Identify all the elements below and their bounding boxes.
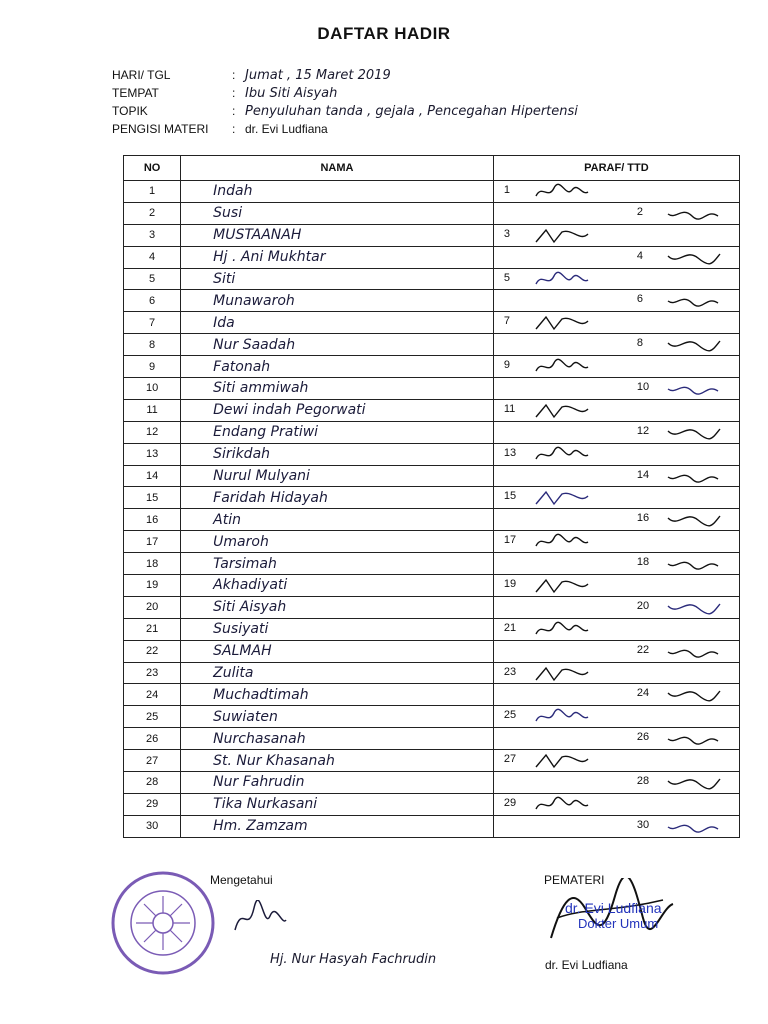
signature-scribble xyxy=(664,554,724,572)
name-cell xyxy=(181,706,494,728)
table-row xyxy=(124,378,740,400)
table-row xyxy=(124,662,740,684)
signature-scribble xyxy=(664,248,724,266)
name-cell xyxy=(181,575,494,597)
signature-number: 12 xyxy=(636,424,650,437)
name-cell xyxy=(181,553,494,575)
table-row xyxy=(124,596,740,618)
row-number: 10 xyxy=(124,378,181,400)
table-row xyxy=(124,793,740,815)
signature-scribble xyxy=(664,817,724,835)
table-row xyxy=(124,334,740,356)
signature-cell xyxy=(493,268,739,290)
info-value-place: Ibu Siti Aisyah xyxy=(245,86,338,101)
signature-number: 8 xyxy=(636,337,643,350)
header-name: NAMA xyxy=(181,156,494,181)
signature-number: 23 xyxy=(503,665,517,678)
organization-stamp xyxy=(108,868,218,978)
table-row xyxy=(124,509,740,531)
signature-scribble xyxy=(664,204,724,222)
signature-scribble xyxy=(664,379,724,397)
attendee-name: Susi xyxy=(213,205,243,222)
signature-cell xyxy=(493,618,739,640)
signature-scribble xyxy=(532,707,592,725)
attendee-name: Endang Pratiwi xyxy=(213,424,319,441)
signature-cell xyxy=(493,487,739,509)
signature-scribble xyxy=(664,685,724,703)
signature-scribble xyxy=(532,532,592,550)
name-cell xyxy=(181,268,494,290)
attendee-name: Tarsimah xyxy=(213,555,277,572)
table-row xyxy=(124,618,740,640)
row-number: 11 xyxy=(124,399,181,421)
row-number: 6 xyxy=(124,290,181,312)
attendee-name: Nurul Mulyani xyxy=(213,468,310,485)
row-number: 20 xyxy=(124,596,181,618)
signature-scribble xyxy=(532,620,592,638)
row-number: 17 xyxy=(124,531,181,553)
name-cell xyxy=(181,421,494,443)
signature-number: 13 xyxy=(503,446,517,459)
signature-number: 22 xyxy=(636,643,650,656)
name-cell xyxy=(181,290,494,312)
signature-cell xyxy=(493,290,739,312)
signature-number: 11 xyxy=(503,402,516,415)
document-title: DAFTAR HADIR xyxy=(317,24,451,43)
signature-cell xyxy=(493,202,739,224)
signature-number: 28 xyxy=(636,775,650,788)
signature-scribble xyxy=(532,445,592,463)
signature-cell xyxy=(493,750,739,772)
signature-cell xyxy=(493,399,739,421)
table-row xyxy=(124,553,740,575)
name-cell xyxy=(181,793,494,815)
name-cell xyxy=(181,202,494,224)
signature-number: 14 xyxy=(636,468,650,481)
name-cell xyxy=(181,662,494,684)
table-row xyxy=(124,290,740,312)
row-number: 30 xyxy=(124,815,181,837)
signature-cell xyxy=(493,728,739,750)
attendee-name: St. Nur Khasanah xyxy=(213,752,335,769)
signature-cell xyxy=(493,378,739,400)
signature-scribble xyxy=(664,467,724,485)
row-number: 26 xyxy=(124,728,181,750)
row-number: 19 xyxy=(124,575,181,597)
signature-scribble xyxy=(664,729,724,747)
signature-scribble xyxy=(532,182,592,200)
acknowledger-signature xyxy=(230,900,290,940)
row-number: 1 xyxy=(124,181,181,203)
attendee-name: Ida xyxy=(213,314,235,331)
row-number: 24 xyxy=(124,684,181,706)
attendee-name: Indah xyxy=(213,183,253,200)
signature-scribble xyxy=(532,488,592,506)
row-number: 7 xyxy=(124,312,181,334)
signature-number: 20 xyxy=(636,599,650,612)
header-signature: PARAF/ TTD xyxy=(493,156,739,181)
signature-number: 15 xyxy=(503,490,517,503)
row-number: 5 xyxy=(124,268,181,290)
row-number: 13 xyxy=(124,443,181,465)
signature-number: 6 xyxy=(636,293,643,306)
signature-number: 19 xyxy=(503,578,517,591)
table-row xyxy=(124,181,740,203)
speaker-name: dr. Evi Ludfiana xyxy=(545,958,628,972)
table-row xyxy=(124,728,740,750)
name-cell xyxy=(181,509,494,531)
attendance-table xyxy=(123,155,740,838)
name-cell xyxy=(181,443,494,465)
row-number: 14 xyxy=(124,465,181,487)
signature-scribble xyxy=(532,664,592,682)
signature-scribble xyxy=(664,510,724,528)
row-number: 23 xyxy=(124,662,181,684)
signature-cell xyxy=(493,684,739,706)
table-row xyxy=(124,815,740,837)
row-number: 9 xyxy=(124,356,181,378)
attendee-name: Siti xyxy=(213,271,236,287)
signature-scribble xyxy=(532,357,592,375)
name-cell xyxy=(181,224,494,246)
signature-number: 3 xyxy=(503,227,510,240)
table-row xyxy=(124,399,740,421)
signature-number: 7 xyxy=(503,315,510,328)
name-cell xyxy=(181,815,494,837)
signature-cell xyxy=(493,421,739,443)
name-cell xyxy=(181,181,494,203)
signature-cell xyxy=(493,706,739,728)
name-cell xyxy=(181,750,494,772)
info-label: PENGISI MATERI xyxy=(112,122,209,136)
signature-number: 5 xyxy=(503,271,510,284)
table-row xyxy=(124,268,740,290)
signature-cell xyxy=(493,640,739,662)
name-cell xyxy=(181,465,494,487)
signature-scribble xyxy=(532,226,592,244)
attendee-name: MUSTAANAH xyxy=(213,227,302,244)
attendee-name: Sirikdah xyxy=(213,446,271,463)
doctor-stamp-title: Dokter Umum xyxy=(578,916,659,931)
signature-cell xyxy=(493,531,739,553)
attendee-name: Nur Saadah xyxy=(213,336,296,353)
table-row xyxy=(124,684,740,706)
attendee-name: SALMAH xyxy=(213,643,272,660)
row-number: 2 xyxy=(124,202,181,224)
signature-scribble xyxy=(664,291,724,309)
signature-cell xyxy=(493,181,739,203)
row-number: 3 xyxy=(124,224,181,246)
table-row xyxy=(124,750,740,772)
attendee-name: Nur Fahrudin xyxy=(213,774,305,791)
name-cell xyxy=(181,596,494,618)
info-label: HARI/ TGL xyxy=(112,68,171,82)
attendee-name: Dewi indah Pegorwati xyxy=(213,402,366,419)
info-label: TEMPAT xyxy=(112,86,159,100)
attendee-name: Zulita xyxy=(213,665,254,682)
signature-scribble xyxy=(664,335,724,353)
attendee-name: Munawaroh xyxy=(213,292,295,309)
signature-cell xyxy=(493,815,739,837)
name-cell xyxy=(181,640,494,662)
signature-scribble xyxy=(664,598,724,616)
attendee-name: Faridah Hidayah xyxy=(213,489,328,506)
info-value-topic: Penyuluhan tanda , gejala , Pencegahan Hipertensi xyxy=(245,104,578,119)
row-number: 18 xyxy=(124,553,181,575)
info-value-speaker: dr. Evi Ludfiana xyxy=(245,122,328,136)
signature-number: 26 xyxy=(636,731,650,744)
header-no: NO xyxy=(124,156,181,181)
signature-number: 2 xyxy=(636,205,643,218)
table-row xyxy=(124,772,740,794)
signature-cell xyxy=(493,224,739,246)
table-row xyxy=(124,224,740,246)
signature-cell xyxy=(493,509,739,531)
signature-cell xyxy=(493,334,739,356)
table-header-row xyxy=(124,156,740,181)
row-number: 28 xyxy=(124,772,181,794)
name-cell xyxy=(181,772,494,794)
signature-cell xyxy=(493,575,739,597)
table-row xyxy=(124,640,740,662)
speaker-label: PEMATERI xyxy=(544,873,605,887)
name-cell xyxy=(181,246,494,268)
table-row xyxy=(124,465,740,487)
signature-cell xyxy=(493,356,739,378)
name-cell xyxy=(181,378,494,400)
table-row xyxy=(124,421,740,443)
name-cell xyxy=(181,684,494,706)
info-label: TOPIK xyxy=(112,104,148,118)
acknowledged-label: Mengetahui xyxy=(210,873,273,887)
name-cell xyxy=(181,312,494,334)
signature-number: 24 xyxy=(636,687,650,700)
signature-cell xyxy=(493,553,739,575)
signature-scribble xyxy=(532,313,592,331)
signature-number: 27 xyxy=(503,753,517,766)
signature-scribble xyxy=(532,576,592,594)
row-number: 8 xyxy=(124,334,181,356)
table-row xyxy=(124,356,740,378)
attendee-name: Suwiaten xyxy=(213,708,278,725)
signature-cell xyxy=(493,772,739,794)
signature-number: 16 xyxy=(636,512,650,525)
name-cell xyxy=(181,334,494,356)
attendee-name: Fatonah xyxy=(213,358,271,375)
doctor-stamp-name: dr. Evi Ludfiana xyxy=(565,900,662,916)
row-number: 22 xyxy=(124,640,181,662)
attendee-name: Nurchasanah xyxy=(213,730,306,747)
attendee-name: Siti ammiwah xyxy=(213,380,309,397)
row-number: 4 xyxy=(124,246,181,268)
signature-cell xyxy=(493,312,739,334)
row-number: 29 xyxy=(124,793,181,815)
signature-number: 9 xyxy=(503,359,510,372)
signature-cell xyxy=(493,246,739,268)
acknowledger-name: Hj. Nur Hasyah Fachrudin xyxy=(270,952,437,967)
signature-scribble xyxy=(664,773,724,791)
attendee-name: Hj . Ani Mukhtar xyxy=(213,249,326,266)
table-row xyxy=(124,575,740,597)
name-cell xyxy=(181,531,494,553)
signature-scribble xyxy=(664,642,724,660)
row-number: 25 xyxy=(124,706,181,728)
signature-scribble xyxy=(532,270,592,288)
name-cell xyxy=(181,618,494,640)
attendee-name: Tika Nurkasani xyxy=(213,796,318,813)
table-row xyxy=(124,312,740,334)
table-row xyxy=(124,706,740,728)
name-cell xyxy=(181,728,494,750)
table-row xyxy=(124,531,740,553)
row-number: 27 xyxy=(124,750,181,772)
signature-cell xyxy=(493,596,739,618)
signature-scribble xyxy=(532,751,592,769)
table-row xyxy=(124,487,740,509)
attendee-name: Akhadiyati xyxy=(213,577,288,594)
signature-number: 30 xyxy=(636,818,650,831)
signature-number: 18 xyxy=(636,556,650,569)
name-cell xyxy=(181,487,494,509)
row-number: 12 xyxy=(124,421,181,443)
row-number: 21 xyxy=(124,618,181,640)
signature-scribble xyxy=(664,423,724,441)
name-cell xyxy=(181,356,494,378)
row-number: 16 xyxy=(124,509,181,531)
attendee-name: Susiyati xyxy=(213,621,269,638)
attendee-name: Hm. Zamzam xyxy=(213,818,308,835)
signature-scribble xyxy=(532,401,592,419)
signature-cell xyxy=(493,443,739,465)
attendee-name: Atin xyxy=(213,511,241,528)
signature-number: 21 xyxy=(503,621,517,634)
signature-number: 17 xyxy=(503,534,517,547)
name-cell xyxy=(181,399,494,421)
table-row xyxy=(124,246,740,268)
signature-cell xyxy=(493,793,739,815)
signature-number: 29 xyxy=(503,796,517,809)
attendee-name: Siti Aisyah xyxy=(213,599,287,616)
attendee-name: Umaroh xyxy=(213,533,269,550)
attendee-name: Muchadtimah xyxy=(213,686,309,703)
signature-cell xyxy=(493,465,739,487)
row-number: 15 xyxy=(124,487,181,509)
signature-cell xyxy=(493,662,739,684)
signature-number: 4 xyxy=(636,249,643,262)
info-value-date: Jumat , 15 Maret 2019 xyxy=(245,68,391,83)
signature-number: 25 xyxy=(503,709,517,722)
signature-scribble xyxy=(532,795,592,813)
table-row xyxy=(124,202,740,224)
signature-number: 1 xyxy=(503,184,510,196)
signature-number: 10 xyxy=(636,381,650,394)
table-row xyxy=(124,443,740,465)
